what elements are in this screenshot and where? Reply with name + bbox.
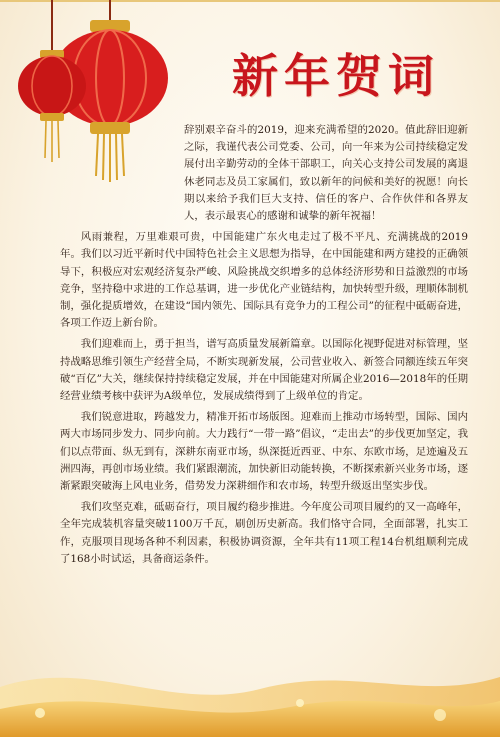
paragraph-5: 我们攻坚克难，砥砺奋行，项目履约稳步推进。今年度公司项目履约的又一高峰年，全年完成装机容量突破1100万千瓦，刷创历史新高。我们恪守合同，全面部署，扎实工作，克服项目现场各种不利因素，积极协调资源，全年共有11项工程14台机组顺利完成了168小时试运，具备商运条件。: [60, 501, 468, 565]
paragraph-4: 我们锐意进取，跨越发力，精准开拓市场版图。迎难而上推动市场转型，国际、国内两大市场同步发力、同步向前。大力践行“一带一路”倡议，“走出去”的步伐更加坚定，我们以点带面、纵无到有，深耕东南亚市场，纵深挺近西亚、中东、东欧市场，足迹遍及五洲四海，再创市场业绩。我们紧跟潮流，加快新旧动能转换，不断探索新兴业务市场，逐渐紧跟突破海上风电业务，借势发力深耕细作和农市场，转型升级返出坚实步伐。: [60, 411, 468, 493]
paragraph-2: 风雨兼程，万里难艰可贵，中国能建广东火电走过了极不平凡、充满挑战的2019年。我们以习近平新时代中国特色社会主义思想为指导，在中国能建和两方建投的正确领导下，积极应对宏观经济复杂严峻、风险挑战交织增多的总体经济形势和日益激烈的市场竞争，坚持稳中求进的工作总基调，进一步优化产业链结构，加快转型升级，理顺体制机制，强化提质增效，在建设“国内领先、国际具有竞争力的工程公司”的征程中砥砺奋进，各项工作迈上新台阶。: [60, 231, 468, 330]
golden-waves-decoration: [0, 617, 500, 737]
greeting-body: [60, 122, 468, 572]
paragraph-3: 我们迎难而上，勇于担当，谱写高质量发展新篇章。以国际化视野促进对标管理，坚持战略思维引领生产经营全局，不断实现新发展，公司营业收入、新签合同额连续五年突破“百亿”大关，继续保持持续稳定发展，并在中国能建对所属企业2016—2018年的任期经营业绩考核中获评为A级单位，发展成绩得到了上级单位的肯定。: [60, 338, 468, 403]
paragraph-1: 辞别艰辛奋斗的2019，迎来充满希望的2020。值此辞旧迎新之际，我谨代表公司党委、公司，向一年来为公司持续稳定发展付出辛勤劳动的全体干部职工，向关心支持公司发展的离退休老同志及员工家属们，致以新年的问候和美好的祝愿！向长期以来给予我们巨大支持、信任的客户、合作伙伴和各界友人，表示最衷心的感谢和诚挚的新年祝福！: [184, 124, 468, 223]
page-title: 新年贺词: [232, 49, 440, 103]
